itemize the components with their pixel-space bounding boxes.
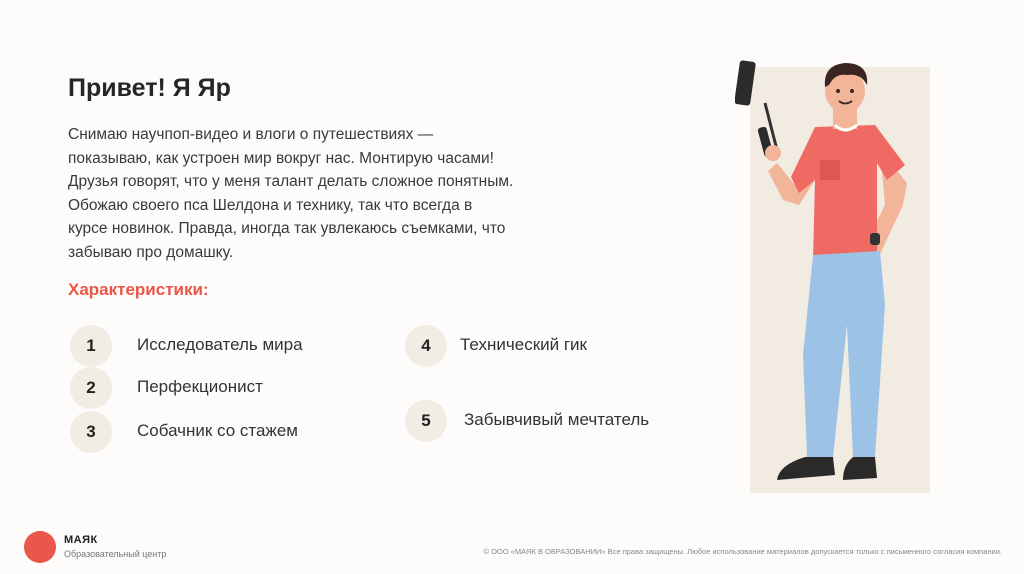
logo-subtitle: Образовательный центр [64,549,167,559]
hand [765,145,781,161]
eye [850,89,854,93]
feature-label: Собачник со стажем [137,421,298,440]
intro-line: показываю, как устроен мир вокруг нас. Монтирую часами! [68,149,494,167]
feature-label: Перфекционист [137,377,263,396]
shirt-pocket [820,160,840,180]
intro-line: Друзья говорят, что у меня талант делать сложное понятным. [68,173,514,190]
intro-line: курсе новинок. Правда, иногда так увлекаюсь съемками, что [68,220,506,237]
feature-number-badge: 3 [70,411,112,453]
feature-number-badge: 1 [70,325,112,367]
feature-number-badge: 4 [405,325,447,367]
copyright-text: © ООО «МАЯК В ОБРАЗОВАНИИ» Все права защищены. Любое использование материалов допускается только с письменного согласия компании. [483,547,1002,556]
watch [870,233,880,245]
feature-label: Исследователь мира [137,335,303,354]
intro-line: Обожаю своего пса Шелдона и технику, так что всегда в [68,196,473,214]
characteristics-heading: Характеристики: [68,280,209,299]
intro-text [68,123,628,264]
intro-line: забываю про домашку. [68,243,234,261]
selfie-man-illustration [735,55,950,495]
feature-number-badge: 2 [70,367,112,409]
eye [836,89,840,93]
intro-line: Снимаю научпоп-видео и влоги о путешествиях — [68,126,434,143]
lighthouse-logo-icon [24,531,56,563]
logo-name: МАЯК [64,534,98,546]
feature-label: Технический гик [460,335,587,354]
feature-label: Забывчивый мечтатель [464,410,650,429]
slide-title: Привет! Я Яр [68,74,231,102]
feature-number-badge: 5 [405,400,447,442]
